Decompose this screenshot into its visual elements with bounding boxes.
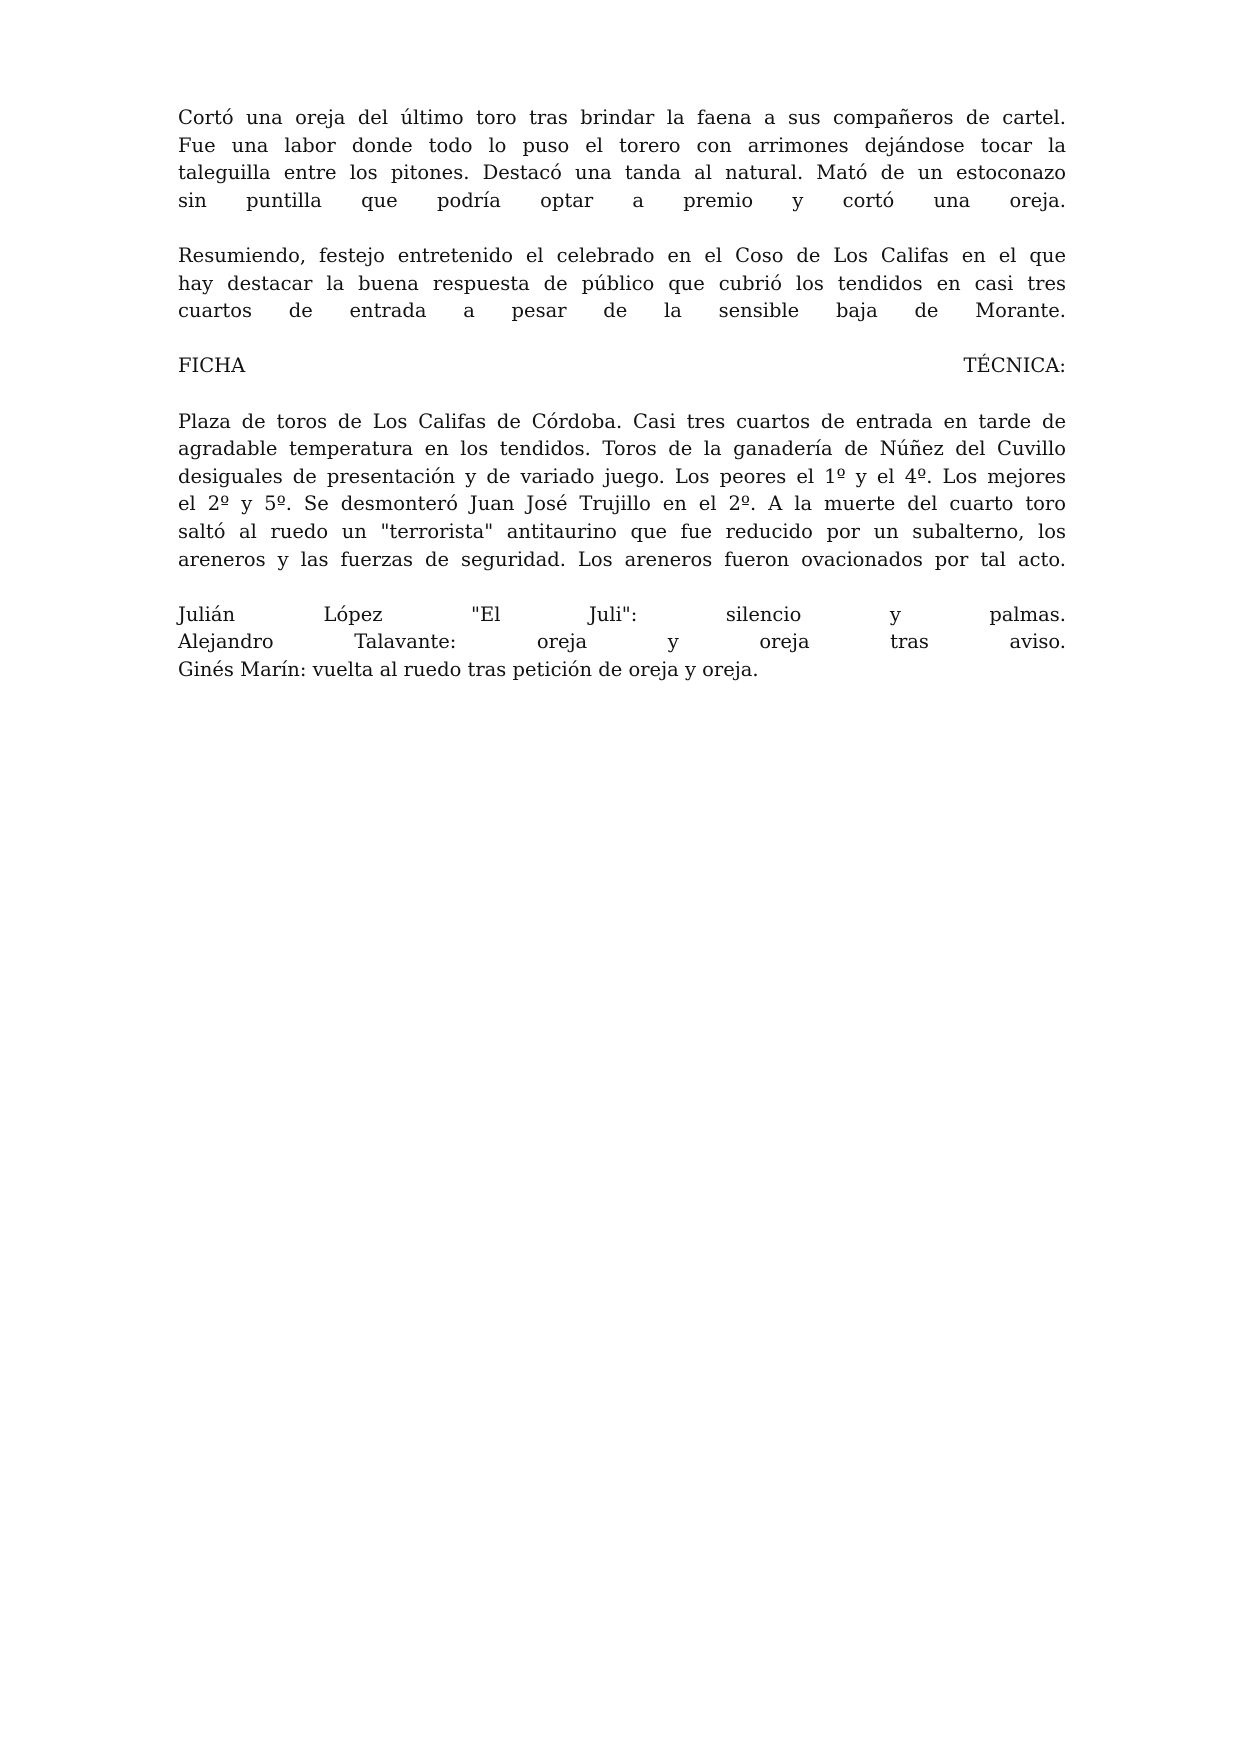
paragraph-faena xyxy=(178,104,1066,214)
text-line: Resumiendo, festejo entretenido el celebrado en el Coso de Los Califas en el que xyxy=(178,243,1066,267)
paragraph-resumen xyxy=(178,242,1066,325)
text-line: desiguales de presentación y de variado juego. Los peores el 1º y el 4º. Los mejores xyxy=(178,464,1066,488)
document-body xyxy=(178,104,1066,711)
text-line: taleguilla entre los pitones. Destacó una tanda al natural. Mató de un estoconazo xyxy=(178,161,1066,185)
text-line: el 2º y 5º. Se desmonteró Juan José Trujillo en el 2º. A la muerte del cuarto toro xyxy=(178,492,1066,516)
result-line: Ginés Marín: vuelta al ruedo tras petición de oreja y oreja. xyxy=(178,657,759,681)
result-line: Alejandro Talavante: oreja y oreja tras aviso. xyxy=(178,630,1066,654)
text-line: sin puntilla que podría optar a premio y cortó una oreja. xyxy=(178,188,1066,212)
text-line: FICHA TÉCNICA: xyxy=(178,354,1066,378)
text-line: saltó al ruedo un "terrorista" antitaurino que fue reducido por un subalterno, los xyxy=(178,519,1066,543)
paragraph-plaza xyxy=(178,408,1066,574)
text-line: cuartos de entrada a pesar de la sensible baja de Morante. xyxy=(178,299,1066,323)
text-line: hay destacar la buena respuesta de público que cubrió los tendidos en casi tres xyxy=(178,271,1066,295)
text-line: Cortó una oreja del último toro tras brindar la faena a sus compañeros de cartel. xyxy=(178,106,1066,129)
text-line: agradable temperatura en los tendidos. Toros de la ganadería de Núñez del Cuvillo xyxy=(178,437,1066,461)
text-line: Plaza de toros de Los Califas de Córdoba. Casi tres cuartos de entrada en tarde de xyxy=(178,409,1066,433)
paragraph-results xyxy=(178,601,1066,684)
section-heading-ficha-tecnica xyxy=(178,352,1066,380)
text-line: Fue una labor donde todo lo puso el torero con arrimones dejándose tocar la xyxy=(178,133,1066,157)
text-line: areneros y las fuerzas de seguridad. Los areneros fueron ovacionados por tal acto. xyxy=(178,547,1066,571)
result-line: Julián López "El Juli": silencio y palmas. xyxy=(178,602,1066,626)
